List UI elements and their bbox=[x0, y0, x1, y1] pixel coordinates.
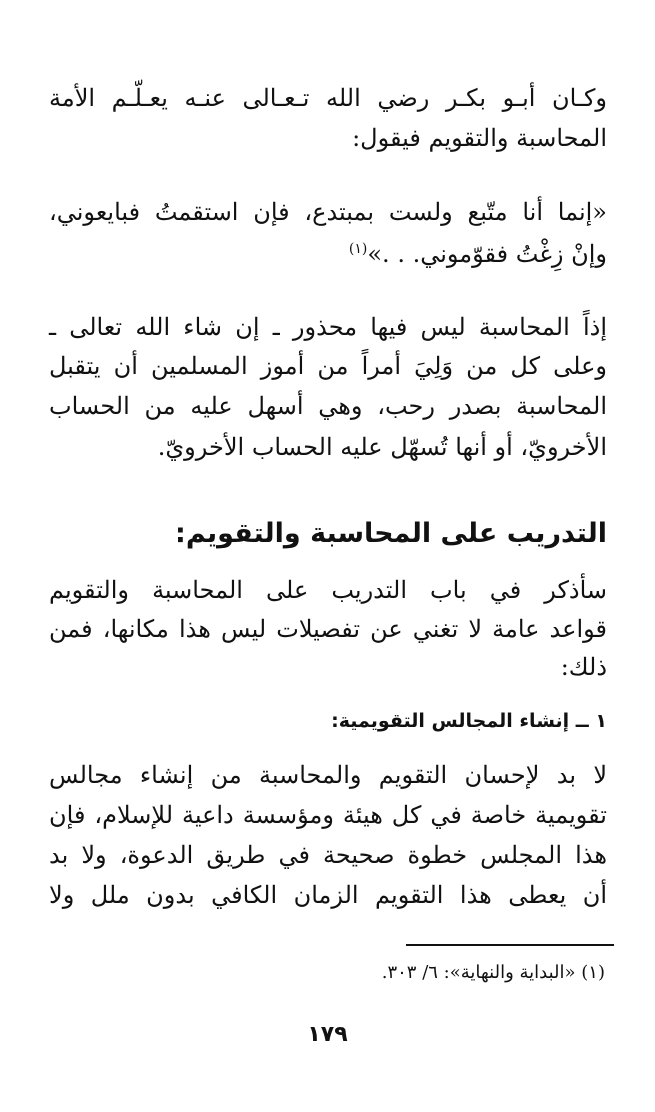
text-line: إذاً المحاسبة ليس فيها محذور ـ إن شاء الله تعالى ـ bbox=[49, 313, 607, 341]
quote-text: وإنْ زِغْتُ فقوّموني. . .» bbox=[367, 240, 607, 268]
text-line: هذا المجلس خطوة صحيحة في طريق الدعوة، ولا بد bbox=[49, 841, 607, 869]
subsection-heading: ١ ــ إنشاء المجالس التقويمية: bbox=[331, 710, 607, 732]
footnote: (١) «البداية والنهاية»: ٦/ ٣٠٣. bbox=[381, 962, 605, 983]
footnote-divider bbox=[406, 944, 614, 946]
text-line: تقويمية خاصة في كل هيئة ومؤسسة داعية للإسلام، فإن bbox=[49, 801, 607, 829]
text-line: أن يعطى هذا التقويم الزمان الكافي بدون ملل ولا bbox=[49, 881, 607, 909]
page-number: ١٧٩ bbox=[307, 1022, 348, 1047]
text-line: المحاسبة والتقويم فيقول: bbox=[352, 124, 607, 152]
text-line: سأذكر في باب التدريب على المحاسبة والتقويم bbox=[49, 576, 607, 604]
text-line: ذلك: bbox=[560, 653, 607, 681]
section-heading: التدريب على المحاسبة والتقويم: bbox=[175, 518, 607, 549]
text-line: لا بد لإحسان التقويم والمحاسبة من إنشاء مجالس bbox=[49, 761, 607, 789]
quote-line bbox=[49, 242, 607, 266]
text-line: قواعد عامة لا تغني عن تفصيلات ليس هذا مكانها، فمن bbox=[49, 615, 607, 643]
text-line: الأخرويّ، أو أنها تُسهّل عليه الحساب الأخرويّ. bbox=[157, 433, 607, 461]
text-line: وكـان أبـو بكـر رضي الله تـعـالى عنـه يعـلّـم الأمة bbox=[49, 84, 607, 112]
text-line: وعلى كل من وَلِيَ أمراً من أموز المسلمين أن يتقبل bbox=[49, 352, 607, 380]
quote-line: «إنما أنا متّبع ولست بمبتدع، فإن استقمتُ فبايعوني، bbox=[49, 198, 607, 226]
footnote-reference: (١) bbox=[348, 241, 368, 257]
text-line: المحاسبة بصدر رحب، وهي أسهل عليه من الحساب bbox=[49, 392, 607, 420]
